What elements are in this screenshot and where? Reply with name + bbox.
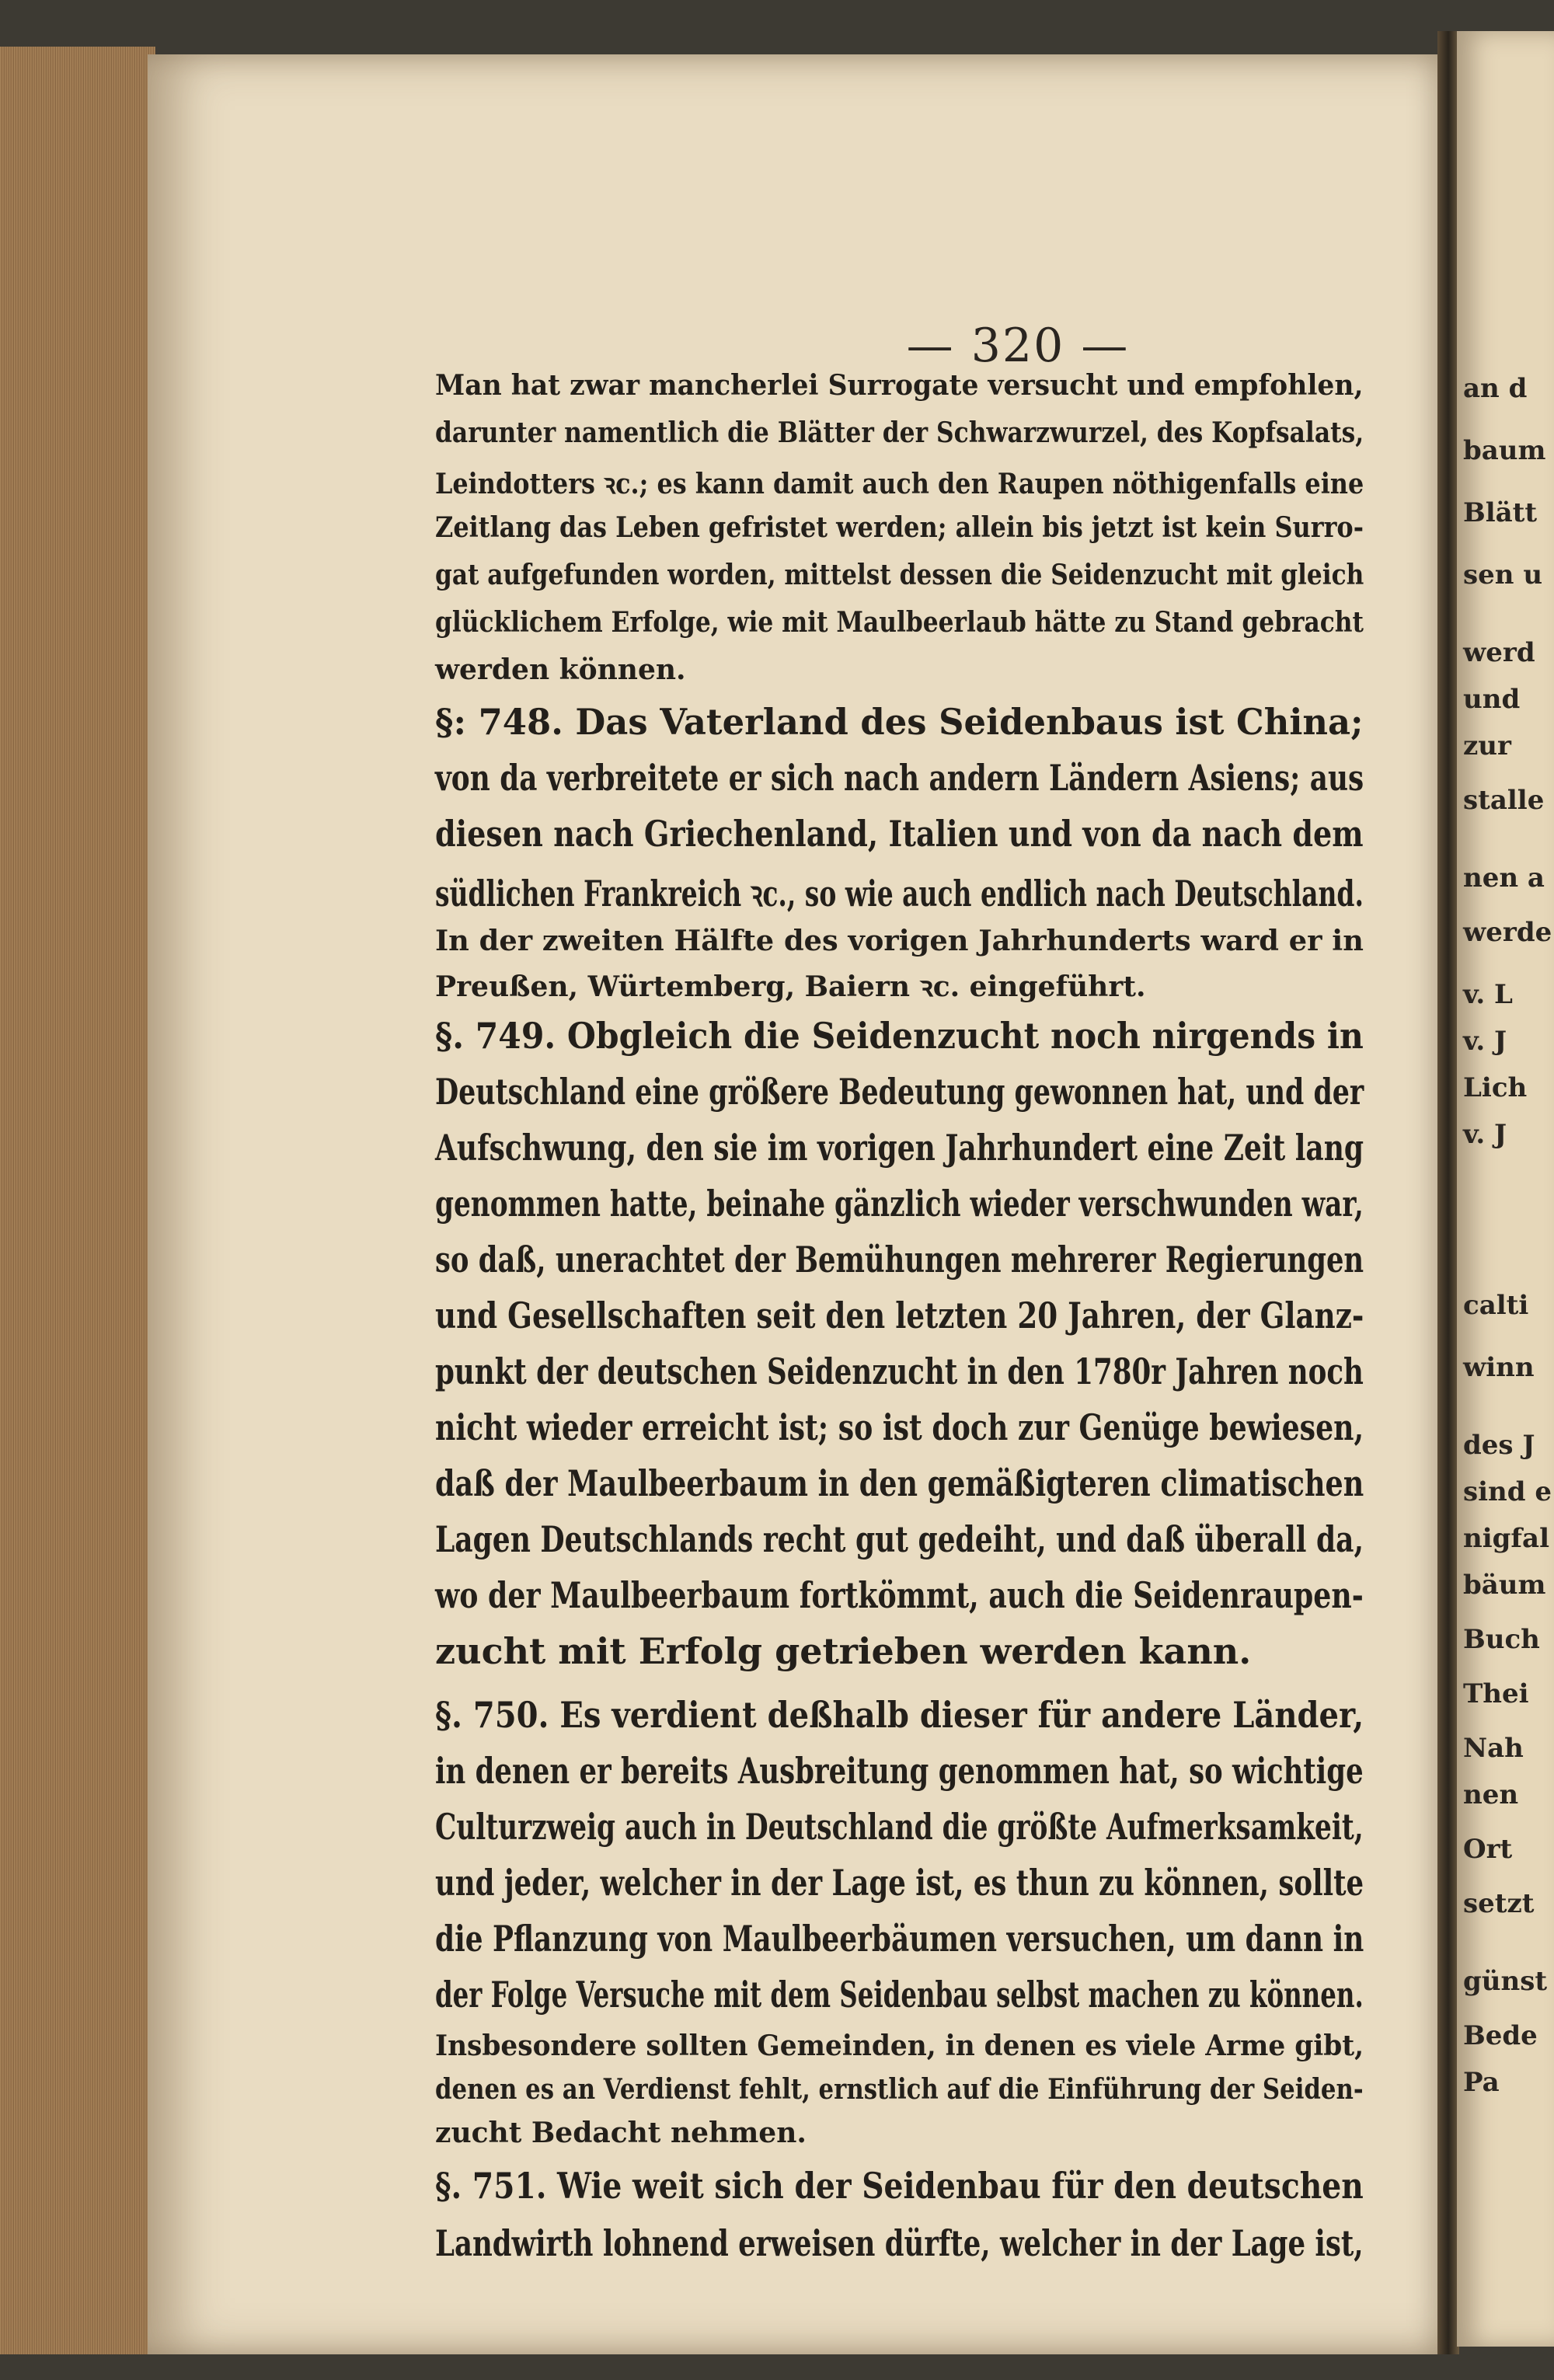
text-line: Lagen Deutschlands recht gut gedeiht, und daß überall da, — [435, 1518, 1364, 1560]
facing-page-fragment: Thei — [1463, 1678, 1529, 1709]
facing-page-fragment: nen a — [1463, 862, 1545, 894]
facing-page-fragment: baum — [1463, 435, 1546, 466]
text-line: und jeder, welcher in der Lage ist, es thun zu können, sollte — [435, 1862, 1364, 1904]
facing-page-fragment: Ort — [1463, 1834, 1513, 1865]
text-line: glücklichem Erfolge, wie mit Maulbeerlaub hätte zu Stand gebracht — [435, 606, 1364, 639]
text-line: so daß, unerachtet der Bemühungen mehrerer Regierungen — [435, 1239, 1364, 1281]
facing-page-fragment: bäum — [1463, 1570, 1546, 1601]
facing-page-fragment: v. J — [1463, 1026, 1507, 1057]
text-line: punkt der deutschen Seidenzucht in den 1780r Jahren noch — [435, 1350, 1364, 1392]
facing-page-fragment: Nah — [1463, 1733, 1524, 1764]
text-line: Aufschwung, den sie im vorigen Jahrhundert eine Zeit lang — [435, 1127, 1364, 1169]
facing-page-fragment: setzt — [1463, 1888, 1535, 1919]
text-line: Preußen, Würtemberg, Baiern ꝛc. eingeführt. — [435, 970, 1146, 1003]
facing-page — [1457, 31, 1554, 2347]
text-line: zucht mit Erfolg getrieben werden kann. — [435, 1630, 1252, 1672]
text-line: gat aufgefunden worden, mittelst dessen die Seidenzucht mit gleich — [435, 559, 1364, 591]
text-line: denen es an Verdienst fehlt, ernstlich auf die Einführung der Seiden- — [435, 2073, 1364, 2106]
facing-page-fragment: werd — [1463, 637, 1535, 668]
text-line: werden können. — [435, 653, 686, 686]
text-line: Man hat zwar mancherlei Surrogate versucht und empfohlen, — [435, 369, 1364, 402]
facing-page-fragment: calti — [1463, 1290, 1529, 1321]
text-line: in denen er bereits Ausbreitung genommen hat, so wichtige — [435, 1750, 1364, 1792]
text-line: §. 750. Es verdient deßhalb dieser für andere Länder, — [435, 1694, 1364, 1736]
facing-page-fragment: zur — [1463, 730, 1511, 761]
facing-page-fragment: und — [1463, 684, 1521, 715]
text-line: daß der Maulbeerbaum in den gemäßigteren climatischen — [435, 1462, 1364, 1504]
facing-page-fragment: an d — [1463, 373, 1528, 404]
text-line: Insbesondere sollten Gemeinden, in denen es viele Arme gibt, — [435, 2030, 1364, 2062]
book-page-edges — [0, 47, 155, 2354]
facing-page-fragment: winn — [1463, 1352, 1535, 1383]
text-line: §: 748. Das Vaterland des Seidenbaus ist China; — [435, 701, 1364, 743]
book-page — [148, 54, 1441, 2354]
text-line: südlichen Frankreich ꝛc., so wie auch endlich nach Deutschland. — [435, 873, 1364, 915]
text-line: und Gesellschaften seit den letzten 20 Jahren, der Glanz- — [435, 1295, 1364, 1336]
facing-page-fragment: werde — [1463, 917, 1552, 948]
facing-page-fragment: nigfal — [1463, 1523, 1549, 1554]
text-line: wo der Maulbeerbaum fortkömmt, auch die Seidenraupen- — [435, 1574, 1364, 1616]
facing-page-fragment: Blätt — [1463, 497, 1538, 528]
text-line: der Folge Versuche mit dem Seidenbau selbst machen zu können. — [435, 1974, 1364, 2016]
facing-page-fragment: günst — [1463, 1966, 1548, 1997]
facing-page-fragment: Bede — [1463, 2020, 1538, 2051]
facing-page-fragment: v. L — [1463, 979, 1513, 1010]
facing-page-fragment: sen u — [1463, 559, 1543, 591]
text-line: §. 751. Wie weit sich der Seidenbau für den deutschen — [435, 2165, 1364, 2207]
text-line: genommen hatte, beinahe gänzlich wieder verschwunden war, — [435, 1183, 1364, 1225]
facing-page-fragment: Buch — [1463, 1624, 1540, 1655]
facing-page-fragment: Pa — [1463, 2067, 1500, 2098]
text-line: zucht Bedacht nehmen. — [435, 2117, 807, 2149]
facing-page-fragment: Lich — [1463, 1072, 1528, 1103]
facing-page-fragment: v. J — [1463, 1119, 1507, 1150]
page-number: — 320 — — [906, 319, 1130, 373]
text-line: darunter namentlich die Blätter der Schwarzwurzel, des Kopfsalats, — [435, 416, 1364, 449]
text-line: von da verbreitete er sich nach andern Ländern Asiens; aus — [435, 757, 1364, 799]
text-line: In der zweiten Hälfte des vorigen Jahrhunderts ward er in — [435, 925, 1364, 957]
text-line: §. 749. Obgleich die Seidenzucht noch nirgends in — [435, 1015, 1364, 1057]
text-line: Leindotters ꝛc.; es kann damit auch den Raupen nöthigenfalls eine — [435, 468, 1364, 500]
text-line: Zeitlang das Leben gefristet werden; allein bis jetzt ist kein Surro- — [435, 511, 1364, 544]
facing-page-fragment: stalle — [1463, 785, 1545, 816]
facing-page-fragment: nen — [1463, 1779, 1519, 1810]
facing-page-fragment: des J — [1463, 1430, 1535, 1461]
text-line: nicht wieder erreicht ist; so ist doch zur Genüge bewiesen, — [435, 1406, 1364, 1448]
text-line: Deutschland eine größere Bedeutung gewonnen hat, und der — [435, 1071, 1364, 1113]
text-line: Culturzweig auch in Deutschland die größte Aufmerksamkeit, — [435, 1806, 1364, 1848]
book-gutter — [1437, 31, 1459, 2354]
facing-page-fragment: sind e — [1463, 1476, 1552, 1507]
text-line: diesen nach Griechenland, Italien und von da nach dem — [435, 813, 1364, 855]
text-line: Landwirth lohnend erweisen dürfte, welcher in der Lage ist, — [435, 2222, 1364, 2264]
text-line: die Pflanzung von Maulbeerbäumen versuchen, um dann in — [435, 1918, 1364, 1960]
